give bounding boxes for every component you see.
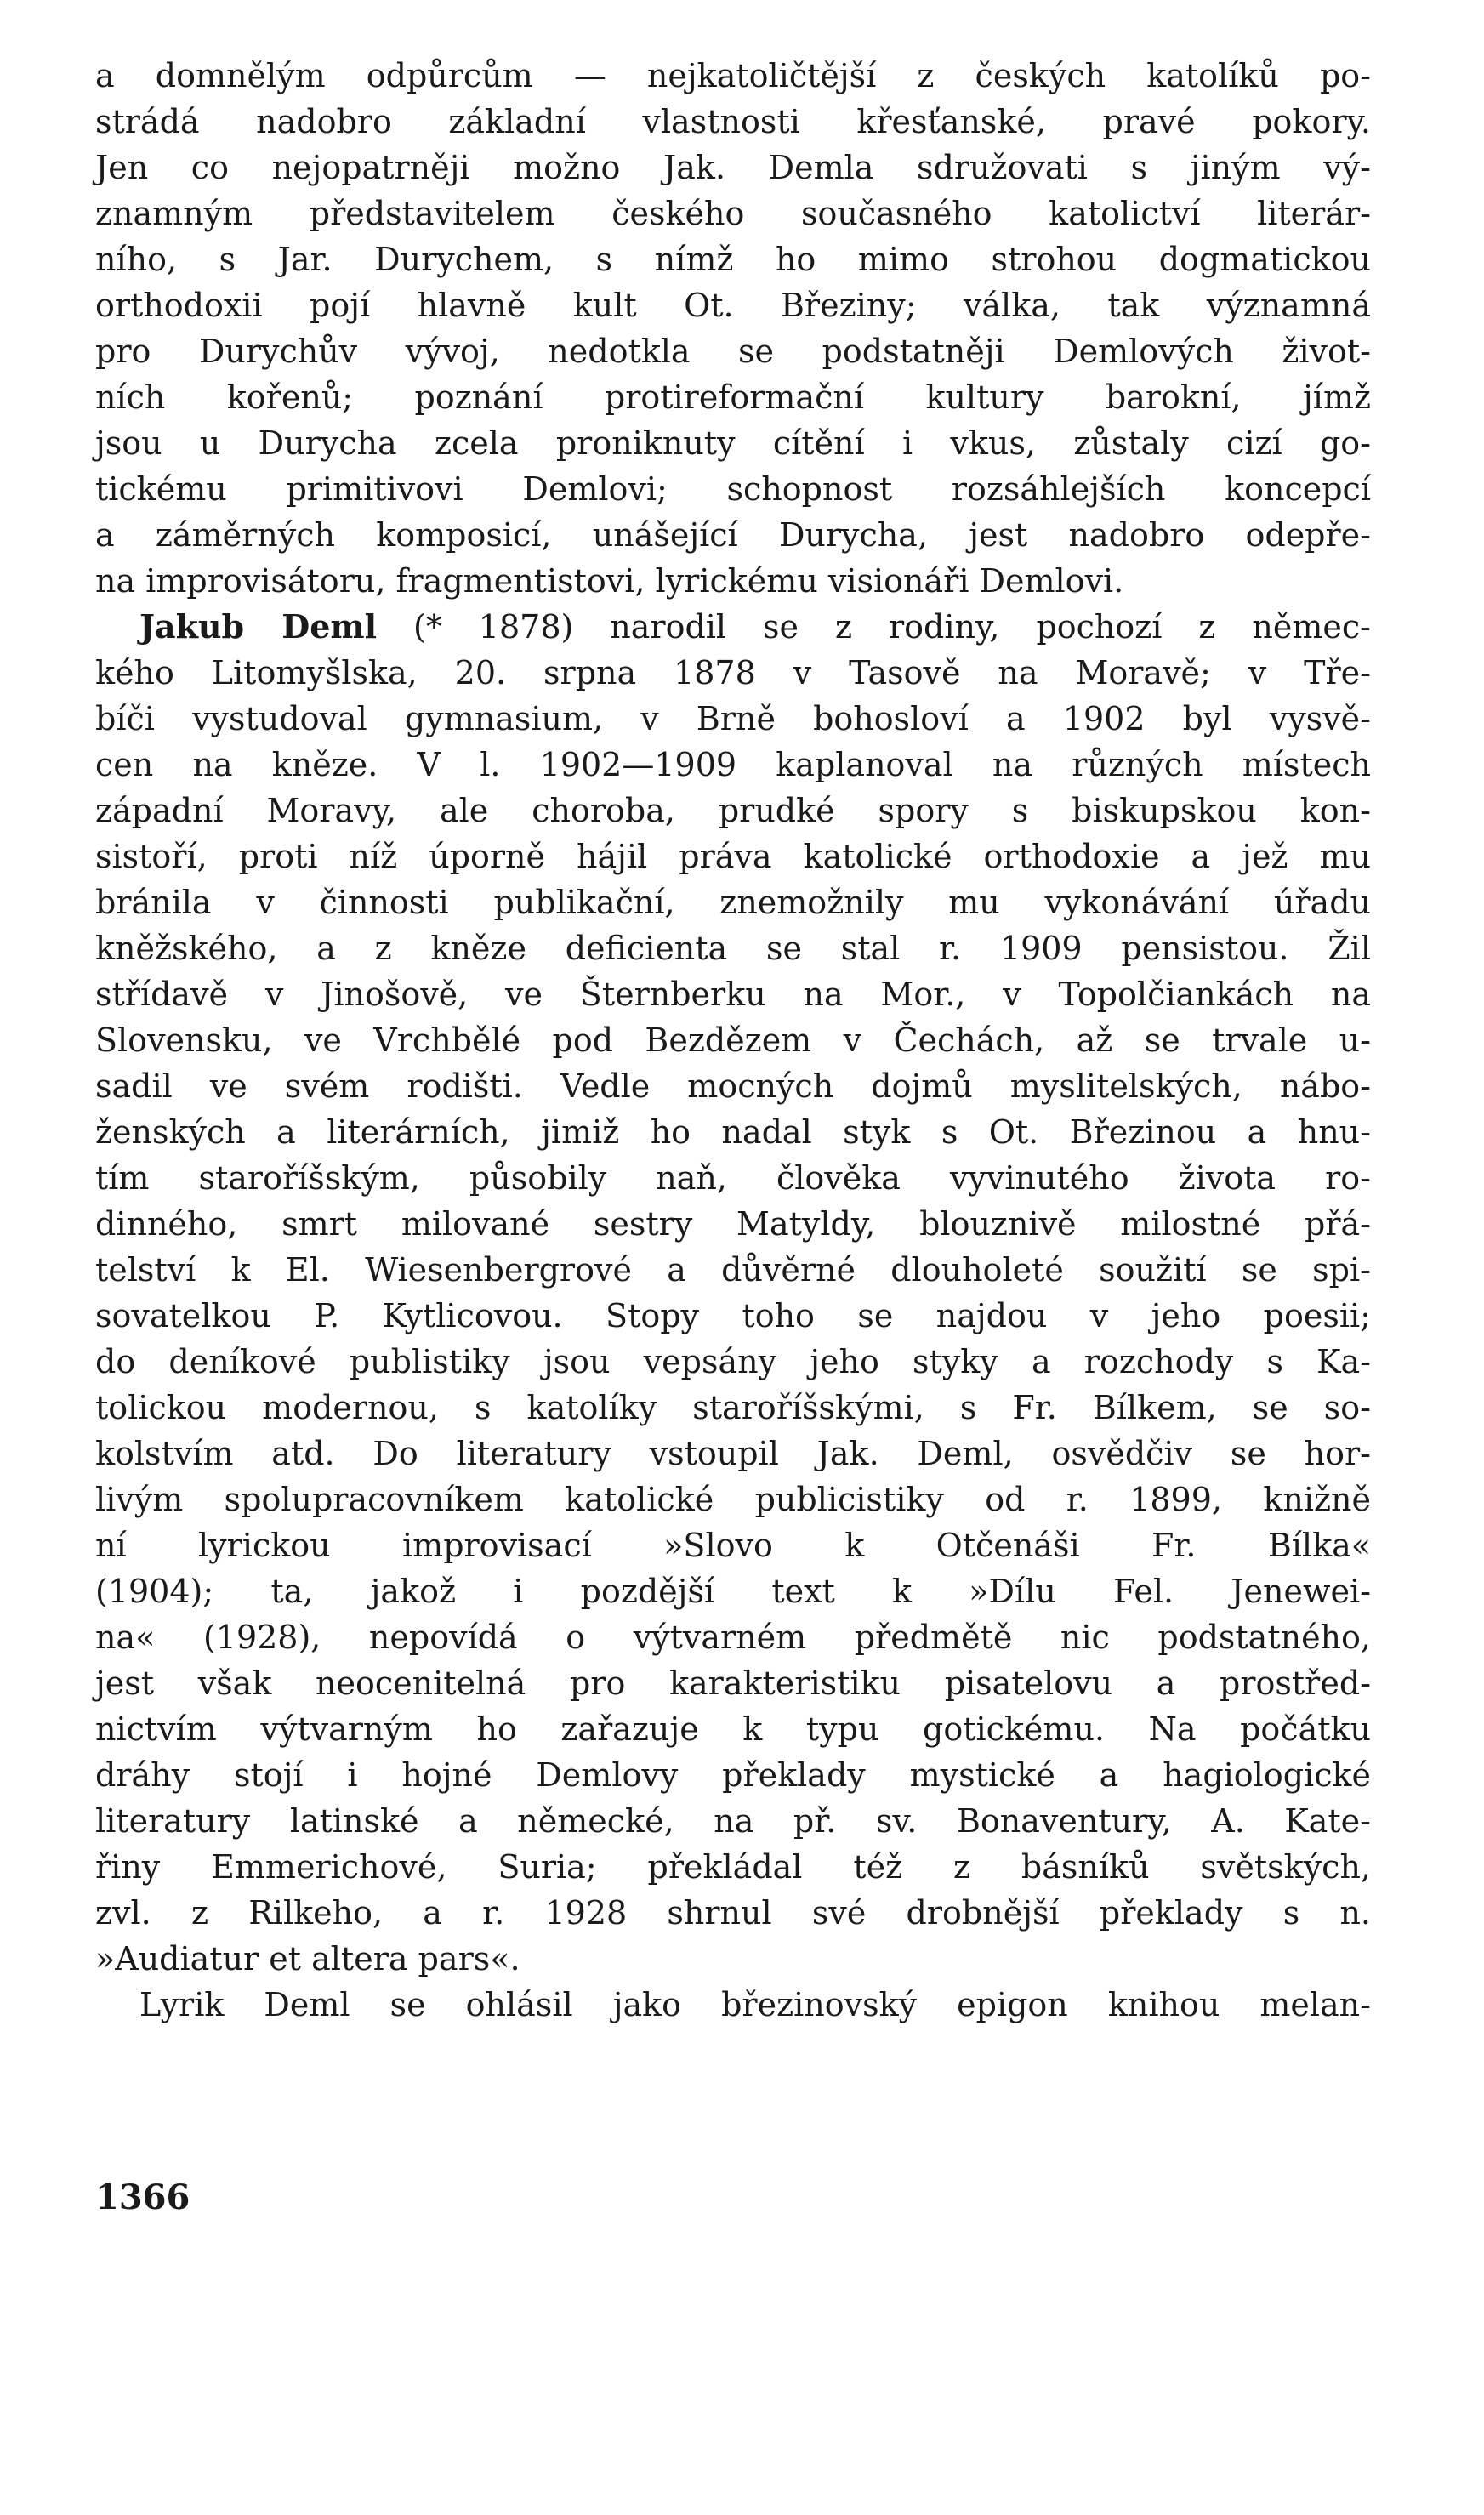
text-line: jest však neocenitelná pro karakteristiku pisatelovu a prostřed- — [95, 1664, 1371, 1702]
text-line: řiny Emmerichové, Suria; překládal též z básníků světských, — [95, 1848, 1371, 1886]
text-line: bránila v činnosti publikační, znemožnily mu vykonávání úřadu — [95, 884, 1371, 921]
text-line: sadil ve svém rodišti. Vedle mocných dojmů myslitelských, nábo- — [95, 1067, 1371, 1105]
paragraph-2 — [95, 604, 1371, 1982]
text-line: telství k El. Wiesenbergrové a důvěrné dlouholeté soužití se spi- — [95, 1251, 1371, 1289]
text-line: kolstvím atd. Do literatury vstoupil Jak. Deml, osvědčiv se hor- — [95, 1435, 1371, 1472]
text-line: cen na kněze. V l. 1902—1909 kaplanoval na různých místech — [95, 746, 1371, 783]
text-line: střídavě v Jinošově, ve Šternberku na Mor., v Topolčiankách na — [95, 976, 1371, 1013]
paragraph-1 — [95, 53, 1371, 604]
text-line: literatury latinské a německé, na př. sv. Bonaventury, A. Kate- — [95, 1802, 1371, 1840]
text-line: livým spolupracovníkem katolické publicistiky od r. 1899, knižně — [95, 1481, 1371, 1518]
paragraph-3 — [95, 1982, 1371, 2028]
text-line: sovatelkou P. Kytlicovou. Stopy toho se najdou v jeho poesii; — [95, 1297, 1371, 1334]
text-line: a domnělým odpůrcům — nejkatoličtější z českých katolíků po- — [95, 57, 1371, 94]
text-line: zvl. z Rilkeho, a r. 1928 shrnul své drobnější překlady s n. — [95, 1894, 1371, 1932]
body-text — [95, 53, 1371, 2028]
author-name: Jakub Deml — [139, 607, 378, 646]
text-fragment: (* 1878) narodil se z rodiny, pochozí z němec- — [377, 608, 1372, 646]
text-line: Lyrik Deml se ohlásil jako březinovský epigon knihou melan- — [139, 1986, 1371, 2023]
text-line: pro Durychův vývoj, nedotkla se podstatněji Demlových život- — [95, 333, 1371, 370]
text-line: ního, s Jar. Durychem, s nímž ho mimo strohou dogmatickou — [95, 241, 1371, 278]
text-line: do deníkové publistiky jsou vepsány jeho styky a rozchody s Ka- — [95, 1343, 1371, 1380]
text-line: tolickou modernou, s katolíky staroříšskými, s Fr. Bílkem, se so- — [95, 1389, 1371, 1426]
text-line: ních kořenů; poznání protireformační kultury barokní, jímž — [95, 378, 1371, 416]
text-line: západní Moravy, ale choroba, prudké spory s biskupskou kon- — [95, 792, 1371, 829]
text-line: Jen co nejopatrněji možno Jak. Demla sdružovati s jiným vý- — [95, 149, 1371, 186]
text-line: tickému primitivovi Demlovi; schopnost rozsáhlejších koncepcí — [95, 470, 1371, 508]
text-line: dinného, smrt milované sestry Matyldy, blouznivě milostné přá- — [95, 1205, 1371, 1243]
text-line: (1904); ta, jakož i pozdější text k »Dílu Fel. Jenewei- — [95, 1573, 1371, 1610]
text-line: a záměrných komposicí, unášející Durycha, jest nadobro odepře- — [95, 516, 1371, 554]
text-line: bíči vystudoval gymnasium, v Brně bohosloví a 1902 byl vysvě- — [95, 700, 1371, 737]
page-number: 1366 — [95, 2177, 190, 2217]
text-line: kého Litomyšlska, 20. srpna 1878 v Tasově na Moravě; v Tře- — [95, 654, 1371, 691]
text-line: na« (1928), nepovídá o výtvarném předmětě nic podstatného, — [95, 1619, 1371, 1656]
text-line: Slovensku, ve Vrchbělé pod Bezdězem v Čechách, až se trvale u- — [95, 1021, 1371, 1059]
text-line: tím staroříšským, působily naň, člověka vyvinutého života ro- — [95, 1159, 1371, 1197]
text-line: ženských a literárních, jimiž ho nadal styk s Ot. Březinou a hnu- — [95, 1113, 1371, 1151]
text-line: dráhy stojí i hojné Demlovy překlady mystické a hagiologické — [95, 1756, 1371, 1794]
text-line: na improvisátoru, fragmentistovi, lyrickému visionáři Demlovi. — [95, 562, 1124, 600]
text-line: orthodoxii pojí hlavně kult Ot. Březiny; válka, tak významná — [95, 287, 1371, 324]
text-line: sistoří, proti níž úporně hájil práva katolické orthodoxie a jež mu — [95, 838, 1371, 875]
text-line: »Audiatur et altera pars«. — [95, 1940, 520, 1977]
text-line: strádá nadobro základní vlastnosti křesťanské, pravé pokory. — [95, 103, 1371, 140]
text-line: znamným představitelem českého současného katolictví literár- — [95, 195, 1371, 232]
text-line: kněžského, a z kněze deficienta se stal r. 1909 pensistou. Žil — [95, 930, 1371, 967]
text-line: jsou u Durycha zcela proniknuty cítění i vkus, zůstaly cizí go- — [95, 424, 1371, 462]
text-line — [95, 604, 1371, 650]
text-line: ní lyrickou improvisací »Slovo k Otčenáši Fr. Bílka« — [95, 1527, 1371, 1564]
text-line: nictvím výtvarným ho zařazuje k typu gotickému. Na počátku — [95, 1710, 1371, 1748]
